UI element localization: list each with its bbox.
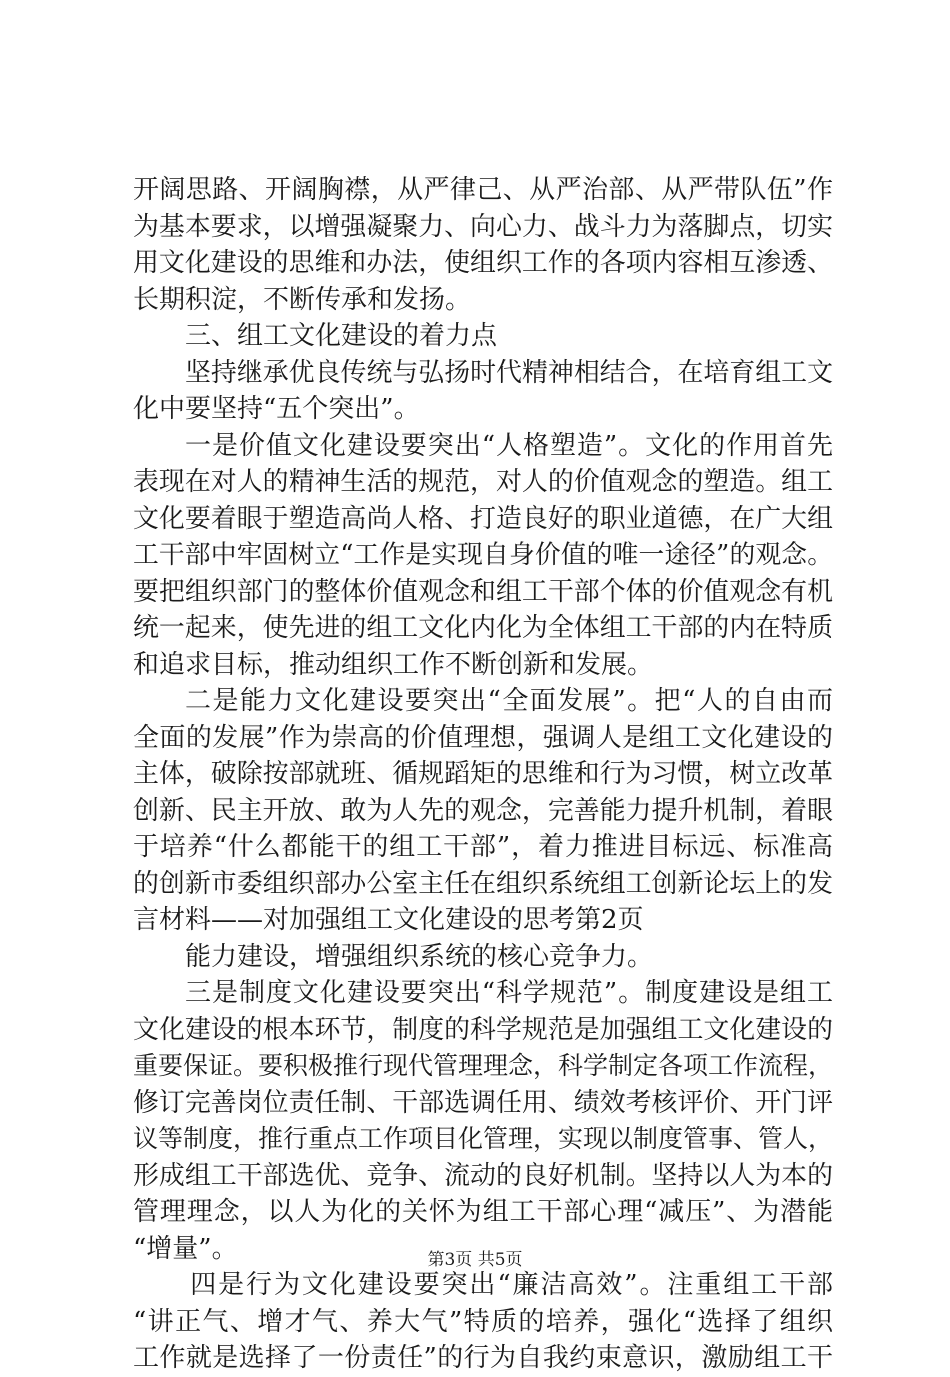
text-line: 工干部中牢固树立“工作是实现自身价值的唯一途径”的观念。 <box>133 540 833 570</box>
text-line: 要把组织部门的整体价值观念和组工干部个体的价值观念有机 <box>133 576 833 607</box>
page-footer: 第3页 共5页 <box>427 1250 523 1270</box>
text-line: 全面的发展”作为崇高的价值理想，强调人是组工文化建设的 <box>133 722 833 753</box>
text-line: 用文化建设的思维和办法，使组织工作的各项内容相互渗透、 <box>133 248 833 278</box>
text-line: 三、组工文化建设的着力点 <box>185 321 498 351</box>
text-line: 和追求目标，推动组织工作不断创新和发展。 <box>133 649 654 680</box>
text-line: 化中要坚持“五个突出”。 <box>133 394 420 424</box>
text-line: 管理理念，以人为化的关怀为组工干部心理“减压”、为潜能 <box>133 1197 833 1227</box>
document-body <box>133 172 833 1377</box>
text-line: 重要保证。要积极推行现代管理理念，科学制定各项工作流程， <box>133 1051 834 1080</box>
text-line: 议等制度，推行重点工作项目化管理，实现以制度管事、管人， <box>133 1124 834 1153</box>
text-line: 主体，破除按部就班、循规蹈矩的思维和行为习惯，树立改革 <box>133 759 833 789</box>
text-line: 三是制度文化建设要突出“科学规范”。制度建设是组工 <box>185 978 833 1008</box>
text-line: 修订完善岗位责任制、干部选调任用、绩效考核评价、开门评 <box>133 1087 833 1118</box>
text-line: 为基本要求，以增强凝聚力、向心力、战斗力为落脚点，切实 <box>133 211 833 242</box>
text-line: 一是价值文化建设要突出“人格塑造”。文化的作用首先 <box>185 430 833 461</box>
text-line: 工作就是选择了一份责任”的行为自我约束意识，激励组工干 <box>133 1343 833 1373</box>
text-line: 形成组工干部选优、竞争、流动的良好机制。坚持以人为本的 <box>133 1160 833 1191</box>
text-line: 的创新市委组织部办公室主任在组织系统组工创新论坛上的发 <box>133 868 833 899</box>
text-line: 文化建设的根本环节，制度的科学规范是加强组工文化建设的 <box>133 1014 833 1045</box>
text-line: 坚持继承优良传统与弘扬时代精神相结合，在培育组工文 <box>185 357 833 388</box>
text-line: 创新、民主开放、敢为人先的观念，完善能力提升机制，着眼 <box>133 795 833 826</box>
text-line: 文化要着眼于塑造高尚人格、打造良好的职业道德，在广大组 <box>133 503 833 534</box>
text-line: 表现在对人的精神生活的规范，对人的价值观念的塑造。组工 <box>133 467 833 497</box>
text-line: 言材料——对加强组工文化建设的思考第2页 <box>133 905 644 935</box>
text-line: 长期积淀，不断传承和发扬。 <box>133 284 472 315</box>
text-line: 二是能力文化建设要突出“全面发展”。把“人的自由而 <box>185 686 833 716</box>
text-line: 能力建设，增强组织系统的核心竞争力。 <box>185 941 654 972</box>
text-line: “增量”。 <box>133 1233 238 1264</box>
text-line: “讲正气、增才气、养大气”特质的培养，强化“选择了组织 <box>133 1306 833 1337</box>
text-line: 于培养“什么都能干的组工干部”，着力推进目标远、标准高 <box>133 832 833 862</box>
text-line: 统一起来，使先进的组工文化内化为全体组工干部的内在特质 <box>133 613 833 643</box>
text-line: 四是行为文化建设要突出“廉洁高效”。注重组工干部 <box>190 1270 833 1300</box>
text-line: 开阔思路、开阔胸襟，从严律己、从严治部、从严带队伍”作 <box>133 175 833 205</box>
